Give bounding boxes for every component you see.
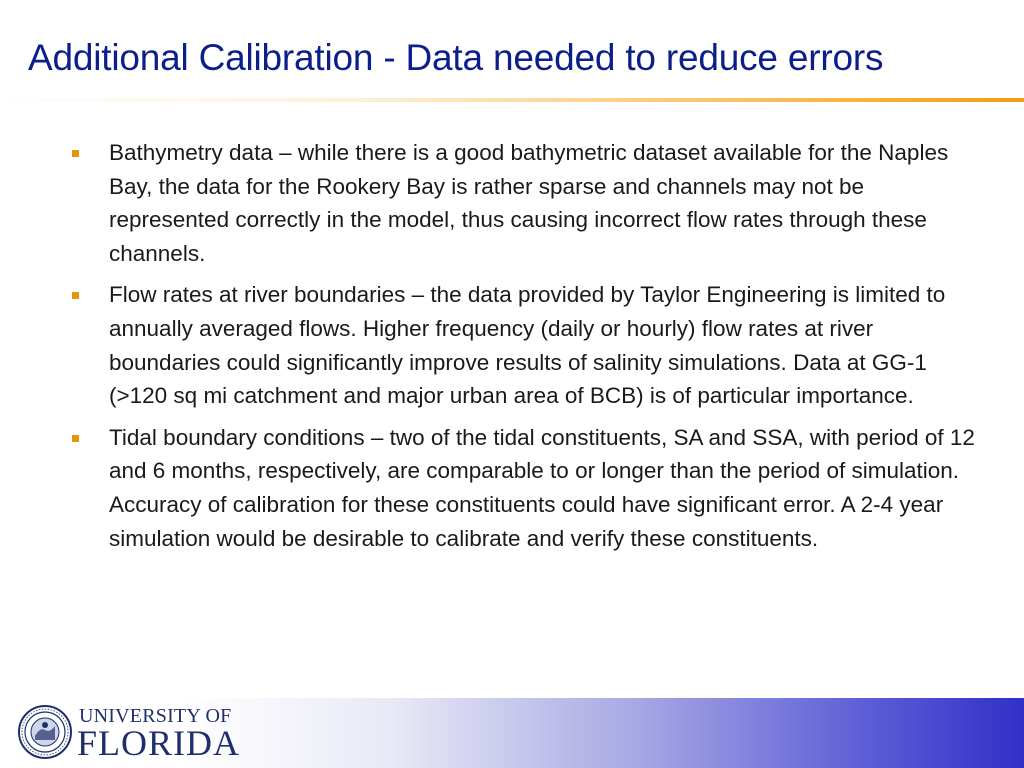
bullet-text: Tidal boundary conditions – two of the tidal constituents, SA and SSA, with period of 12 and 6 months, respectively, are comparable to or longer than the period of simulation. Accuracy of calibration for these constituents could have significant error. A 2-4 year simulation would be desirable to calibrate and verify these constituents.	[109, 424, 975, 551]
title-divider	[0, 98, 1024, 102]
bullet-text: Flow rates at river boundaries – the data provided by Taylor Engineering is limited to annually averaged flows. Higher frequency (daily or hourly) flow rates at river boundaries could significantly improve results of salinity simulations. Data at GG-1 (>120 sq mi catchment and major urban area of BCB) is of particular importance.	[109, 282, 946, 409]
square-bullet-icon	[72, 150, 79, 157]
university-logo-line2: FLORIDA	[77, 723, 241, 763]
bullet-item	[72, 136, 987, 270]
square-bullet-icon	[72, 435, 79, 442]
university-logo-line1: UNIVERSITY OF	[79, 705, 232, 727]
bullet-text: Bathymetry data – while there is a good bathymetric dataset available for the Naples Bay, the data for the Rookery Bay is rather sparse and channels may not be represented correctly in the model, thus causing incorrect flow rates through these channels.	[109, 140, 949, 266]
square-bullet-icon	[72, 292, 79, 299]
bullet-item	[72, 421, 987, 555]
bullet-list	[72, 136, 987, 563]
university-seal-icon	[18, 705, 72, 759]
slide-title: Additional Calibration - Data needed to reduce errors	[28, 37, 884, 78]
bullet-item	[72, 278, 987, 412]
